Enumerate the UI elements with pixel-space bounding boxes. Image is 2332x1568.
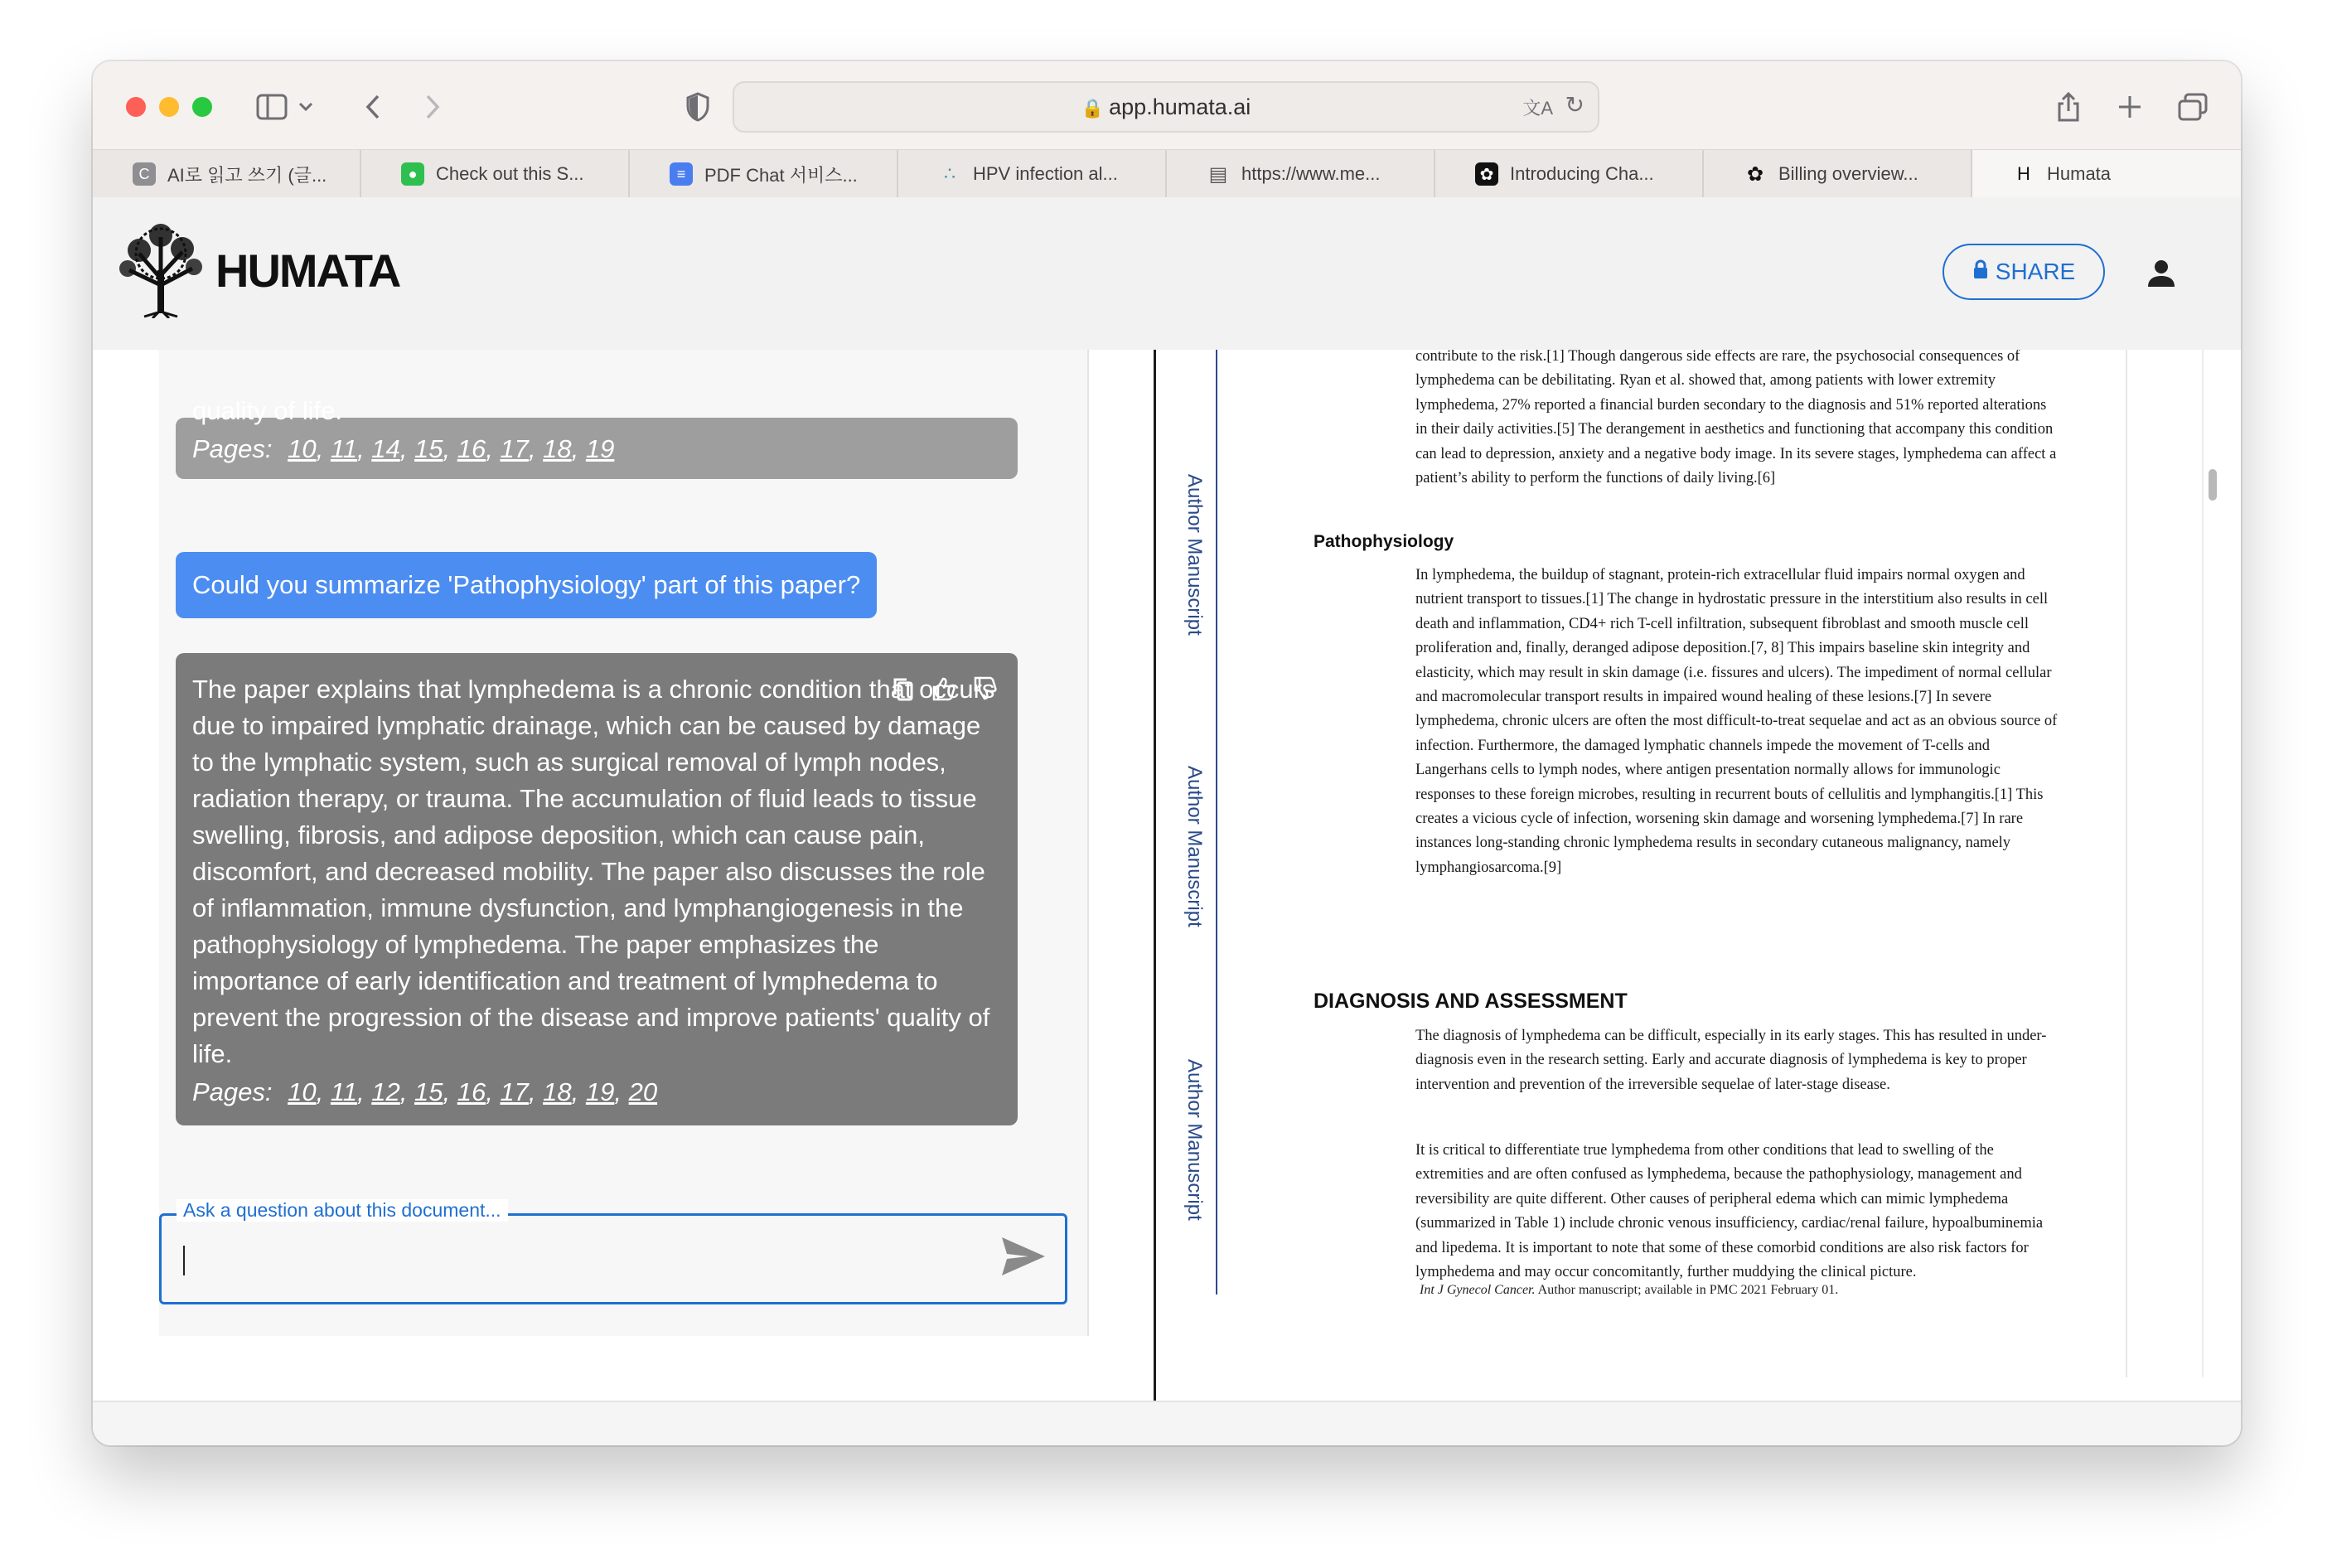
footer-journal: Int J Gynecol Cancer. bbox=[1420, 1283, 1536, 1297]
chevron-down-icon[interactable] bbox=[295, 86, 317, 128]
pdf-scroll-track bbox=[2202, 350, 2204, 1377]
chat-panel bbox=[159, 350, 1089, 1336]
page-link[interactable]: 11 bbox=[330, 1077, 358, 1106]
page-link[interactable]: 20 bbox=[628, 1077, 658, 1106]
pdf-paragraph-top: contribute to the risk.[1] Though dangerous side effects are rare, the psychosocial consequences of lymphedema can be debilitating. Ryan et al. showed that, among patients with lower extremity lymphedema, 27% reported a financial burden secondary to the diagnosis and 51% reported alterations in their daily activities.[5] The derangement in aesthetics and functioning that accompany this condition can lead to depression, anxiety and a negative body image. In its severe stages, lymphedema can affect a patient’s ability to perform the functions of daily living.[6] bbox=[1415, 350, 2057, 487]
browser-toolbar bbox=[93, 61, 2241, 149]
answer-pages bbox=[192, 1077, 1001, 1107]
author-manuscript-label: Author Manuscript bbox=[1183, 766, 1206, 927]
openai-favicon-icon: ✿ bbox=[1746, 162, 1764, 186]
previous-answer-bubble bbox=[176, 396, 1018, 479]
page-link[interactable]: 19 bbox=[585, 1077, 615, 1106]
privacy-shield-icon[interactable] bbox=[681, 86, 714, 128]
user-question-bubble: Could you summarize 'Pathophysiology' part of this paper? bbox=[176, 552, 877, 618]
minimize-window-button[interactable] bbox=[159, 97, 179, 117]
answer-bubble bbox=[176, 653, 1018, 1125]
heading-pathophysiology: Pathophysiology bbox=[1314, 532, 1454, 551]
close-window-button[interactable] bbox=[126, 97, 146, 117]
text-caret bbox=[183, 1246, 185, 1275]
page-link[interactable]: 16 bbox=[457, 434, 486, 463]
tab-billing[interactable] bbox=[1704, 150, 1972, 198]
share-button[interactable] bbox=[1943, 244, 2105, 300]
url-text: app.humata.ai bbox=[1109, 94, 1251, 119]
tab-label: AI로 읽고 쓰기 (글... bbox=[167, 164, 327, 186]
heading-diagnosis: DIAGNOSIS AND ASSESSMENT bbox=[1314, 990, 1628, 1013]
page-links: 10, 11, 12, 15, 16, 17, 18, 19, 20 bbox=[288, 1077, 658, 1106]
page-link[interactable]: 10 bbox=[288, 1077, 317, 1106]
tab-hpv[interactable] bbox=[898, 150, 1167, 198]
send-icon[interactable] bbox=[1000, 1236, 1047, 1281]
pdf-page-edge bbox=[2126, 350, 2127, 1377]
page-link[interactable]: 14 bbox=[371, 434, 400, 463]
page-link[interactable]: 18 bbox=[543, 1077, 572, 1106]
page-link[interactable]: 10 bbox=[288, 434, 317, 463]
page-link[interactable]: 12 bbox=[371, 1077, 400, 1106]
page-link[interactable]: 15 bbox=[414, 1077, 443, 1106]
page-links: 10, 11, 14, 15, 16, 17, 18, 19 bbox=[288, 434, 615, 463]
previous-answer-text: quality of life. bbox=[192, 396, 342, 425]
margin-rule bbox=[1216, 350, 1217, 1295]
h-favicon-icon: H bbox=[2017, 163, 2030, 184]
share-label: SHARE bbox=[1995, 259, 2076, 284]
pdf-footer bbox=[1420, 1283, 1838, 1298]
tab-humata[interactable] bbox=[1972, 150, 2241, 198]
address-bar[interactable] bbox=[733, 81, 1599, 133]
pages-label: Pages: bbox=[192, 434, 273, 463]
address-bar-text bbox=[734, 94, 1598, 120]
thumbs-down-icon[interactable] bbox=[973, 676, 998, 705]
translate-icon[interactable]: 文A bbox=[1522, 98, 1553, 119]
tree-logo-icon[interactable] bbox=[114, 220, 207, 318]
tab-bar bbox=[93, 149, 2241, 199]
pdf-viewer bbox=[1156, 350, 2241, 1377]
tab-introducing[interactable] bbox=[1435, 150, 1704, 198]
page-link[interactable]: 19 bbox=[585, 434, 615, 463]
browser-window bbox=[93, 61, 2241, 1445]
tab-web[interactable] bbox=[1167, 150, 1435, 198]
dots-favicon-icon: ∴ bbox=[944, 163, 956, 184]
tab-label: Billing overview... bbox=[1778, 163, 1918, 184]
reload-icon[interactable]: ↻ bbox=[1565, 92, 1585, 118]
sidebar-toggle-icon[interactable] bbox=[254, 86, 290, 128]
zoom-window-button[interactable] bbox=[192, 97, 212, 117]
question-input-label: Ask a question about this document... bbox=[177, 1199, 508, 1222]
pdf-paragraph-diagnosis-2: It is critical to differentiate true lymphedema from other conditions that lead to swelling of the extremities and are often confused as lymphedema, because the pathophysiology, management and reversibility are quite different. Other causes of peripheral edema which can mimic lymphedema (summarized in Table 1) include chronic venous insufficiency, cardiac/renal failure, hypoalbuminemia and lipedema. It is important to note that some of these comorbid conditions are also risk factors for lymphedema and may occur concomitantly, further muddying the clinical picture. bbox=[1415, 1142, 2044, 1281]
page-link[interactable]: 15 bbox=[414, 434, 443, 463]
pages-label: Pages: bbox=[192, 1077, 273, 1106]
tab-check-out[interactable] bbox=[361, 150, 630, 198]
bottom-bar bbox=[93, 1401, 2241, 1445]
author-manuscript-label: Author Manuscript bbox=[1183, 1059, 1206, 1221]
logo-text[interactable]: HUMATA bbox=[215, 244, 400, 297]
footer-text: Author manuscript; available in PMC 2021 February 01. bbox=[1537, 1283, 1839, 1297]
pdf-paragraph-diagnosis-1: The diagnosis of lymphedema can be difficult, especially in its early stages. This has resulted in under-diagnosis even in the research setting. Early and accurate diagnosis of lymphedema is key to proper intervention and prevention of the irreversible sequelae of later-stage disease. bbox=[1415, 1028, 2047, 1093]
tab-label: HPV infection al... bbox=[973, 163, 1118, 184]
tab-label: Check out this S... bbox=[436, 163, 584, 184]
tab-label: https://www.me... bbox=[1241, 163, 1381, 184]
chat-pane bbox=[93, 350, 1154, 1445]
author-manuscript-label: Author Manuscript bbox=[1183, 474, 1206, 636]
page-link[interactable]: 17 bbox=[500, 1077, 529, 1106]
previous-pages bbox=[192, 434, 1001, 464]
tab-label: PDF Chat 서비스... bbox=[704, 164, 858, 186]
copy-icon[interactable] bbox=[892, 676, 915, 705]
lock-icon bbox=[1972, 259, 1989, 284]
new-tab-icon[interactable] bbox=[2113, 86, 2146, 128]
openai-favicon-icon: ✿ bbox=[1475, 162, 1498, 186]
account-icon[interactable] bbox=[2145, 257, 2178, 290]
page-link[interactable]: 18 bbox=[543, 434, 572, 463]
tab-pdf-chat[interactable] bbox=[630, 150, 898, 198]
question-input[interactable] bbox=[159, 1199, 1067, 1304]
tab-label: Humata bbox=[2047, 163, 2112, 184]
chat-favicon-icon: ● bbox=[401, 162, 424, 186]
lock-icon: 🔒 bbox=[1081, 98, 1105, 119]
back-icon[interactable] bbox=[356, 86, 389, 128]
doc-favicon-icon: ≡ bbox=[670, 162, 693, 186]
page-link[interactable]: 17 bbox=[500, 434, 529, 463]
answer-text: The paper explains that lymphedema is a chronic condition that occurs due to impaired lymphatic drainage, which can be caused by damage to the lymphatic system, such as surgical removal of lymph nodes, radiation therapy, or trauma. The accumulation of fluid leads to tissue swelling, fibrosis, and adipose deposition, which can cause pain, discomfort, and decreased mobility. The paper also discusses the role of inflammation, immune dysfunction, and lymphangiogenesis in the pathophysiology of lymphedema. The paper emphasizes the importance of early identification and treatment of lymphedema to prevent the progression of the disease and improve patients' quality of life. bbox=[192, 675, 995, 1068]
tab-ai-writing[interactable] bbox=[93, 150, 361, 198]
page-link[interactable]: 16 bbox=[457, 1077, 486, 1106]
c-favicon-icon: C bbox=[133, 162, 156, 186]
tab-overview-icon[interactable] bbox=[2175, 86, 2211, 128]
app-header bbox=[93, 197, 2241, 350]
page-link[interactable]: 11 bbox=[330, 434, 358, 463]
message-actions bbox=[892, 676, 998, 705]
tab-label: Introducing Cha... bbox=[1510, 163, 1654, 184]
forward-icon[interactable] bbox=[416, 86, 449, 128]
pdf-scrollbar[interactable] bbox=[2209, 469, 2217, 501]
thumbs-up-icon[interactable] bbox=[931, 676, 956, 705]
share-sheet-icon[interactable] bbox=[2052, 86, 2085, 128]
web-favicon-icon: ▤ bbox=[1208, 162, 1228, 186]
pdf-paragraph-pathophysiology: In lymphedema, the buildup of stagnant, protein-rich extracellular fluid impairs normal oxygen and nutrient transport to tissues.[1] The change in hydrostatic pressure in the interstitium also results in cell death and inflammation, CD4+ rich T-cell infiltration, subsequent fibroblast and smooth muscle cell proliferation and, finally, deranged adipose deposition.[7, 8] This impairs baseline skin integrity and elasticity, which may result in skin damage (i.e. fissures and ulcers). The impediment of normal cellular and macromolecular transport results in impaired wound healing of these lesions.[7] In severe lymphedema, chronic ulcers are often the most difficult-to-treat sequelae and act as an obvious source of infection. Furthermore, the damaged lymphatic channels impede the movement of T-cells and Langerhans cells to lymph nodes, where antigen presentation normally allows for immunologic responses to these foreign microbes, resulting in recurrent bouts of cellulitis and lymphangitis.[1] This creates a vicious cycle of infection, worsening skin damage and worsening lymphedema.[7] In rare instances long-standing chronic lymphedema results in secondary cutaneous malignancy, namely lymphangiosarcoma.[9] bbox=[1415, 567, 2058, 876]
